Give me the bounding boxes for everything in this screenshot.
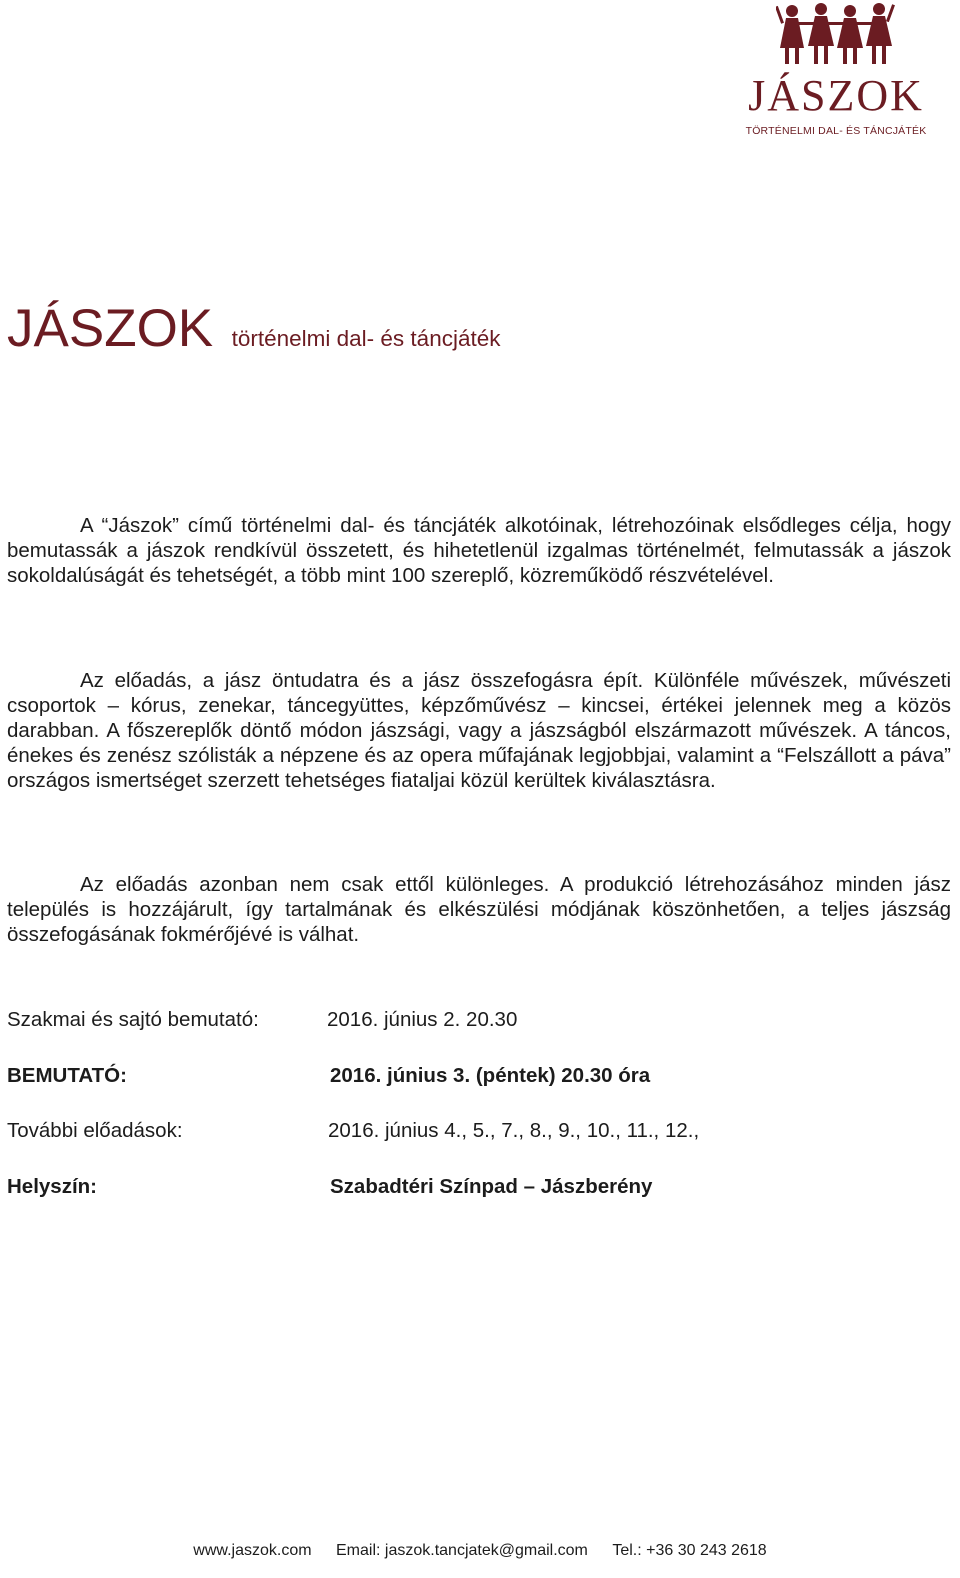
schedule-row-premiere [7, 1064, 651, 1088]
logo-subtitle: TÖRTÉNELMI DAL- ÉS TÁNCJÁTÉK [745, 125, 927, 137]
logo [718, 2, 954, 142]
title-text: JÁSZOK [7, 299, 214, 358]
schedule-label: BEMUTATÓ: [7, 1064, 127, 1087]
schedule-label: További előadások: [7, 1119, 183, 1142]
logo-wordmark: JÁSZOK [748, 71, 924, 120]
footer-email[interactable]: Email: jaszok.tancjatek@gmail.com [336, 1542, 588, 1559]
paragraph-1: A “Jászok” című történelmi dal- és táncjáték alkotóinak, létrehozóinak elsődleges célja, hogy bemutassák a jászok rendkívül összetett, és hihetetlenül izgalmas történelmét, felmutassák a jászok sokoldalúságát és tehetségét, a több mint 100 szereplő, közreműködő részvételével. [7, 514, 951, 587]
dancing-figures-icon [776, 2, 896, 74]
schedule-row-press [7, 1008, 518, 1032]
schedule-value: Szabadtéri Színpad – Jászberény [330, 1175, 653, 1198]
footer [0, 1542, 960, 1560]
schedule-label: Szakmai és sajtó bemutató: [7, 1008, 259, 1031]
footer-phone: Tel.: +36 30 243 2618 [612, 1542, 767, 1559]
paragraph-3: Az előadás azonban nem csak ettől különleges. A produkció létrehozásához minden jász település is hozzájárult, így tartalmának és elkészülési módjának köszönhetően, a teljes jászság összefogásának fokmérőjévé is válhat. [7, 873, 951, 946]
paragraph-2: Az előadás, a jász öntudatra és a jász összefogásra épít. Különféle művészek, művészeti csoportok – kórus, zenekar, táncegyüttes, képzőművész – kincsei, értékei jelennek meg a közös darabban. A főszereplők döntő módon jászsági, vagy a jászságból elszármazott művészek. A táncos, énekes és zenész szólisták a népzene és az opera műfajának legjobbjai, valamint a “Felszállott a páva” országos ismertséget szerzett tehetséges fiataljai közül kerültek kiválasztásra. [7, 669, 951, 792]
schedule-row-further [7, 1119, 700, 1143]
schedule-value: 2016. június 3. (péntek) 20.30 óra [330, 1064, 651, 1087]
schedule-value: 2016. június 4., 5., 7., 8., 9., 10., 11., 12., [328, 1119, 700, 1142]
schedule-label: Helyszín: [7, 1175, 97, 1198]
page-title [7, 298, 501, 359]
schedule-row-venue [7, 1175, 653, 1199]
footer-website[interactable]: www.jaszok.com [193, 1542, 312, 1559]
title-subtitle: történelmi dal- és táncjáték [231, 326, 501, 351]
schedule-value: 2016. június 2. 20.30 [327, 1008, 518, 1031]
